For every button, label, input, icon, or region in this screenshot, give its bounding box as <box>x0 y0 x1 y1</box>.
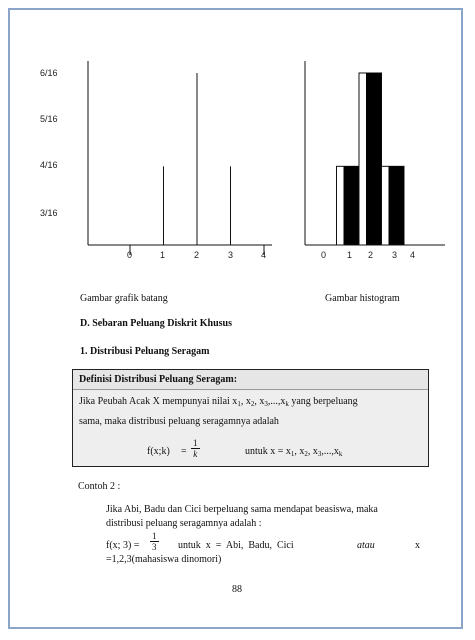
y-tick-label: 3/16 <box>40 208 58 218</box>
page-number: 88 <box>232 584 242 595</box>
condition-text: untuk x = x <box>245 446 291 457</box>
example-last-line: =1,2,3(mahasiswa dinomori) <box>106 554 222 565</box>
subscript: k <box>285 400 289 408</box>
x-tick-label: 4 <box>261 250 267 260</box>
example-formula-lhs: f(x; 3) = <box>106 540 140 551</box>
definition-text: Jika Peubah Acak X mempunyai nilai x <box>79 396 238 407</box>
definition-text: , x <box>254 396 265 407</box>
histogram-bar <box>344 166 360 245</box>
histogram <box>300 55 450 255</box>
fraction-denominator: k <box>193 449 198 459</box>
example-formula-condition: untuk x = Abi, Badu, Cici <box>178 540 294 551</box>
subscript: 1 <box>290 450 295 458</box>
subscript: 1 <box>237 400 241 408</box>
definition-line-2: sama, maka distribusi peluang seragamnya adalah <box>79 416 279 427</box>
example-para-line-1: Jika Abi, Badu dan Cici berpeluang sama mendapat beasiswa, maka <box>106 504 378 515</box>
condition-text: , x <box>307 446 318 457</box>
subsection-heading: 1. Distribusi Peluang Seragam <box>80 346 210 357</box>
example-atau: atau <box>357 540 375 551</box>
x-tick-label: 3 <box>392 250 398 260</box>
bar-chart-caption: Gambar grafik batang <box>80 293 168 304</box>
subscript: 3 <box>317 450 322 458</box>
condition-text: ,...,x <box>321 446 339 457</box>
definition-text: , x <box>240 396 251 407</box>
formula-fraction <box>191 438 200 459</box>
subscript: 2 <box>304 450 308 458</box>
x-tick-label: 0 <box>127 250 133 260</box>
x-tick-label: 4 <box>410 250 416 260</box>
x-tick-label: 1 <box>160 250 166 260</box>
x-tick-label: 1 <box>347 250 353 260</box>
x-tick-label: 0 <box>321 250 327 260</box>
definition-text: ,...,x <box>267 396 286 407</box>
definition-line-1 <box>79 395 358 411</box>
subscript: 2 <box>250 400 255 408</box>
fraction <box>150 531 159 552</box>
formula-equals: = <box>181 446 187 457</box>
x-tick-label: 3 <box>228 250 234 260</box>
fraction <box>191 438 200 459</box>
subscript: k <box>338 450 343 458</box>
definition-text: yang berpeluang <box>288 396 358 407</box>
fraction-denominator: 3 <box>152 542 157 552</box>
fraction-numerator: 1 <box>152 531 157 541</box>
example-x: x <box>415 540 420 551</box>
formula-condition <box>245 445 342 461</box>
formula-lhs: f(x;k) <box>147 446 170 457</box>
definition-box <box>72 369 429 467</box>
bar-chart <box>80 55 280 255</box>
fraction-numerator: 1 <box>193 438 198 448</box>
example-para-line-2: distribusi peluang seragamnya adalah : <box>106 518 262 529</box>
y-tick-label: 5/16 <box>40 114 58 124</box>
histogram-caption: Gambar histogram <box>325 293 400 304</box>
x-tick-label: 2 <box>368 250 374 260</box>
histogram-bar <box>366 73 382 245</box>
x-tick-label: 2 <box>194 250 200 260</box>
condition-text: , x <box>294 446 305 457</box>
example-fraction <box>150 531 159 552</box>
y-tick-label: 4/16 <box>40 160 58 170</box>
subscript: 3 <box>264 400 268 408</box>
histogram-bar <box>389 166 405 245</box>
example-label: Contoh 2 : <box>78 481 121 492</box>
y-tick-label: 6/16 <box>40 68 58 78</box>
definition-title: Definisi Distribusi Peluang Seragam: <box>79 374 238 385</box>
section-heading: D. Sebaran Peluang Diskrit Khusus <box>80 318 232 329</box>
